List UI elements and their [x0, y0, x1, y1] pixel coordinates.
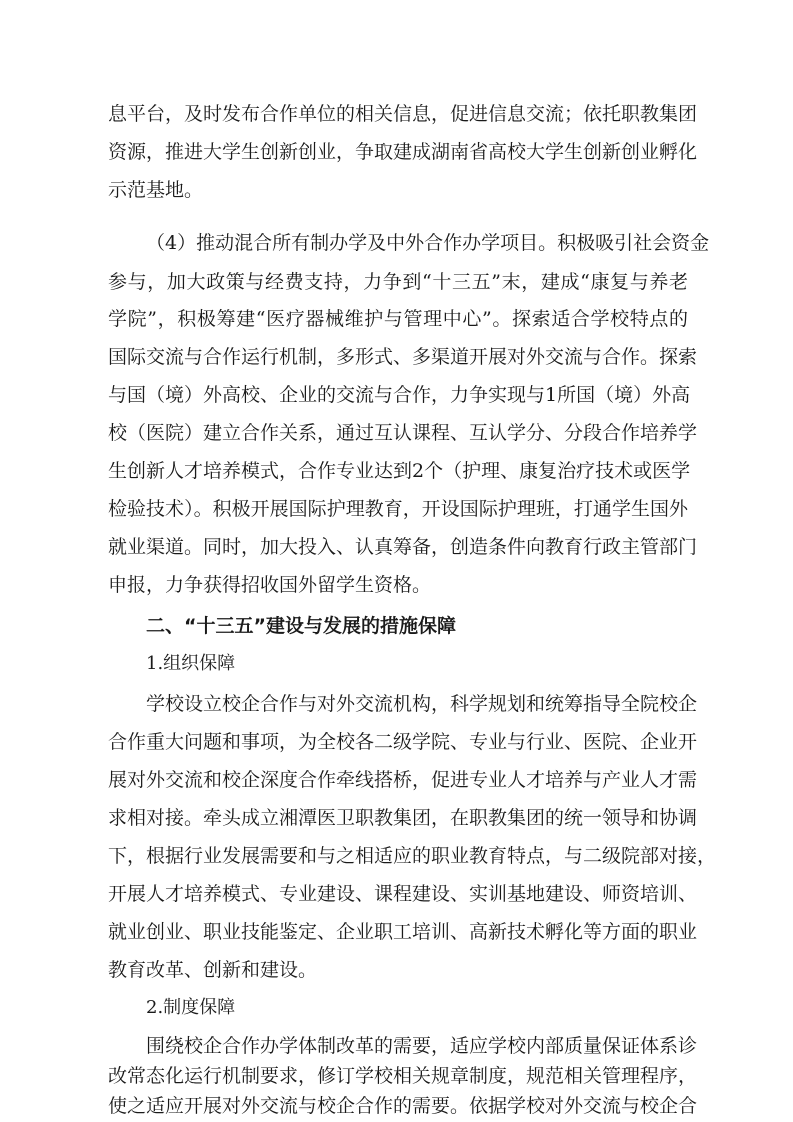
- paragraph-line: （4）推动混合所有制办学及中外合作办学项目。积极吸引社会资金: [146, 232, 710, 254]
- paragraph-line: 资源，推进大学生创新创业，争取建成湖南省高校大学生创新创业孵化: [108, 141, 698, 163]
- subsection-title: 2.制度保障: [146, 997, 236, 1018]
- paragraph-line: 围绕校企合作办学体制改革的需要，适应学校内部质量保证体系诊: [146, 1035, 698, 1057]
- paragraph-line: 合作重大问题和事项，为全校各二级学院、专业与行业、医院、企业开: [108, 731, 698, 753]
- paragraph-line: 就业创业、职业技能鉴定、企业职工培训、高新技术孵化等方面的职业: [108, 921, 698, 943]
- paragraph-line: 开展人才培养模式、专业建设、课程建设、实训基地建设、师资培训、: [108, 883, 698, 905]
- paragraph-line: 生创新人才培养模式，合作专业达到2个（护理、康复治疗技术或医学: [108, 460, 691, 482]
- paragraph-line: 学院”，积极筹建“医疗器械维护与管理中心”。探索适合学校特点的: [108, 308, 688, 330]
- paragraph-line: 学校设立校企合作与对外交流机构，科学规划和统筹指导全院校企: [146, 693, 698, 715]
- section-heading: 二、“十三五”建设与发展的措施保障: [146, 615, 456, 637]
- paragraph-line: 教育改革、创新和建设。: [108, 959, 318, 981]
- paragraph-line: 参与，加大政策与经费支持，力争到“十三五”末，建成“康复与养老: [108, 271, 688, 293]
- paragraph-line: 下，根据行业发展需要和与之相适应的职业教育特点，与二级院部对接，: [108, 845, 717, 867]
- paragraph-line: 与国（境）外高校、企业的交流与合作，力争实现与1所国（境）外高: [108, 384, 691, 406]
- paragraph-line: 示范基地。: [108, 179, 204, 201]
- paragraph-line: 求相对接。牵头成立湘潭医卫职教集团，在职教集团的统一领导和协调: [108, 807, 698, 829]
- paragraph-line: 改常态化运行机制要求，修订学校相关规章制度，规范相关管理程序，: [108, 1065, 698, 1087]
- subsection-title: 1.组织保障: [146, 653, 236, 674]
- paragraph-line: 申报，力争获得招收国外留学生资格。: [108, 574, 432, 596]
- paragraph-line: 检验技术）。积极开展国际护理教育，开设国际护理班，打通学生国外: [108, 498, 688, 520]
- paragraph-line: 国际交流与合作运行机制，多形式、多渠道开展对外交流与合作。探索: [108, 346, 698, 368]
- paragraph-line: 息平台，及时发布合作单位的相关信息，促进信息交流；依托职教集团: [108, 103, 698, 125]
- paragraph-line: 使之适应开展对外交流与校企合作的需要。依据学校对外交流与校企合: [108, 1095, 698, 1117]
- paragraph-line: 校（医院）建立合作关系，通过互认课程、互认学分、分段合作培养学: [108, 422, 698, 444]
- paragraph-line: 展对外交流和校企深度合作牵线搭桥，促进专业人才培养与产业人才需: [108, 769, 698, 791]
- paragraph-line: 就业渠道。同时，加大投入、认真筹备，创造条件向教育行政主管部门: [108, 536, 698, 558]
